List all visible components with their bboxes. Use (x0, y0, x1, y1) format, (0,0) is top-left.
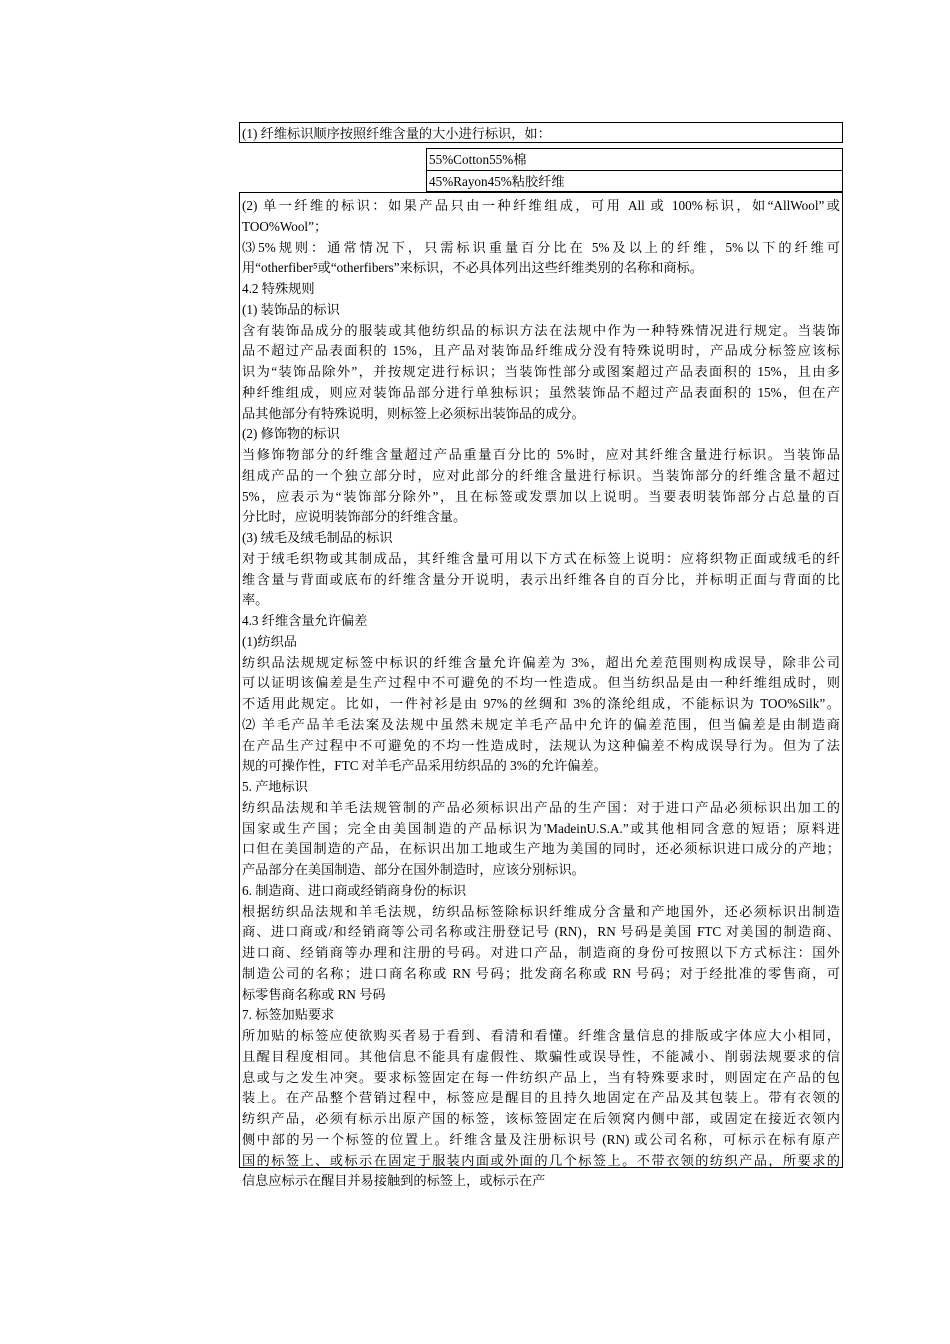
text-line: 装上。在产品整个营销过程中，标签应是醒目的且持久地固定在产品及其包装上。带有衣领的 (242, 1090, 840, 1106)
text-line: 当修饰物部分的纤维含量超过产品重量百分比的 5%时，应对其纤维含量进行标识。当装饰品 (242, 447, 840, 462)
text-line: 制造公司的名称；进口商名称或 RN 号码；批发商名称或 RN 号码；对于经批准的零售商，可 (242, 965, 840, 981)
text-line: 可以证明该偏差是生产过程中不可避免的不均一性造成。但当纺织品是由一种纤维组成时，则 (242, 675, 840, 691)
text-line: 标零售商名称或 RN 号码 (242, 986, 386, 1002)
text-line: 品其他部分有特殊说明，则标签上必须标出装饰品的成分。 (242, 405, 585, 421)
text-line: (2) 单一纤维的标识：如果产品只由一种纤维组成，可用 All 或 100%标识，如“AllWool”或 (242, 198, 840, 213)
example-row-cotton: 55%Cotton55%棉 (429, 152, 527, 167)
text-line: 商、进口商或/和经销商等公司名称或注册登记号 (RN)，RN 号码是美国 FTC 对美国的制造商、 (242, 924, 840, 940)
text-line: 分比时，应说明装饰部分的纤维含量。 (242, 509, 467, 525)
text-line: 纺织产品，必须有标示出原产国的标签，该标签固定在后领窝内侧中部，或固定在接近衣领内 (242, 1111, 840, 1126)
text-line: 进口商、经销商等办理和注册的号码。对进口产品，制造商的身份可按照以下方式标注：国外 (242, 945, 840, 960)
text-line: 产品部分在美国制造、部分在国外制造时，应该分别标识。 (242, 862, 585, 877)
text-line: 维含量与背面或底布的纤维含量分开说明，表示出纤维各自的百分比，并标明正面与背面的比 (242, 571, 840, 587)
text-line: 4.2 特殊规则 (242, 281, 315, 296)
text-line: 识为“装饰品除外”，并按规定进行标识；当装饰性部分或图案超过产品表面积的 15%，且由多 (242, 364, 840, 379)
text-line: 且醒目程度相同。其他信息不能具有虚假性、欺骗性或误导性，不能减小、削弱法规要求的信 (242, 1048, 840, 1064)
text-line: 种纤维组成，则应对装饰品部分进行单独标识；虽然装饰品不超过产品表面积的 15%，但在产 (242, 384, 840, 400)
text-line: 不适用此规定。比如，一件衬衫是由 97%的丝绸和 3%的涤纶组成，不能标识为 TOO%Silk”。 (242, 696, 840, 711)
text-line: 品不超过产品表面积的 15%，且产品对装饰品纤维成分没有特殊说明时，产品成分标签应该标 (242, 343, 840, 359)
text-line: 5%，应表示为“装饰部分除外”，且在标签或发票加以上说明。当要表明装饰部分占总量的百 (242, 488, 840, 504)
text-line: TOO%Wool”； (242, 218, 328, 234)
text-line: 纺织品法规和羊毛法规管制的产品必须标识出产品的生产国：对于进口产品必须标识出加工的 (242, 799, 840, 815)
text-line: 在产品生产过程中不可避免的不均一性造成时，法规认为这种偏差不构成误导行为。但为了法 (242, 737, 840, 753)
text-line: 根据纺织品法规和羊毛法规，纺织品标签除标识纤维成分含量和产地国外，还必须标识出制造 (242, 903, 840, 919)
text-line: 率。 (242, 592, 269, 608)
text-line: 对于绒毛织物或其制成品，其纤维含量可用以下方式在标签上说明：应将织物正面或绒毛的纤 (242, 550, 840, 566)
text-line: 侧中部的另一个标签的位置上。纤维含量及注册标识号 (RN) 或公司名称，可标示在标有原产 (242, 1131, 840, 1147)
text-line: 组成产品的一个独立部分时，应对此部分的纤维含量进行标识。当装饰部分的纤维含量不超过 (242, 467, 840, 483)
text-line: 规的可操作性，FTC 对羊毛产品采用纺织品的 3%的允许偏差。 (242, 758, 607, 774)
text-line: 国的标签上、或标示在固定于服装内面或外面的几个标签上。不带衣领的纺织产品，所要求的 (242, 1152, 840, 1168)
example-row-rayon: 45%Rayon45%粘胶纤维 (429, 174, 565, 189)
text-line: 7. 标签加贴要求 (242, 1007, 335, 1023)
text-line: (1)纺织品 (242, 633, 297, 649)
text-line: 含有装饰品成分的服装或其他纺织品的标识方法在法规中作为一种特殊情况进行规定。当装饰 (242, 322, 840, 338)
text-line: ⑶5%规则：通常情况下，只需标识重量百分比在 5%及以上的纤维，5%以下的纤维可 (242, 239, 840, 255)
text-line: (1) 装饰品的标识 (242, 301, 340, 317)
text-line: 息或与之发生冲突。要求标签固定在每一件纺织产品上，当有特殊要求时，则固定在产品的包 (242, 1069, 840, 1085)
fiber-order-row (239, 122, 843, 143)
text-line: (2) 修饰物的标识 (242, 426, 340, 442)
text-line: 纺织品法规规定标签中标识的纤维含量允许偏差为 3%，超出允差范围则构成误导，除非公司 (242, 654, 840, 670)
text-line: 6. 制造商、进口商或经销商身份的标识 (242, 882, 467, 898)
text-line: 5. 产地标识 (242, 779, 308, 794)
text-line: ⑵ 羊毛产品羊毛法案及法规中虽然未规定羊毛产品中允许的偏差范围，但当偏差是由制造商 (242, 716, 840, 732)
text-line: 信息应标示在醒目并易接触到的标签上，或标示在产 (242, 1173, 546, 1189)
example-table (426, 148, 843, 192)
text-line: 4.3 纤维含量允许偏差 (242, 613, 368, 628)
text-line: 口但在美国制造的产品，在标识出加工地或生产地为美国的同时，还必须标识进口成分的产地； (242, 841, 840, 857)
text-line: 用“otherfiber⁵或“otherfibers”来标识，不必具体列出这些纤维类别的名称和商标。 (242, 260, 703, 276)
text-line: (3) 绒毛及绒毛制品的标识 (242, 530, 393, 545)
main-text-block (239, 192, 843, 1189)
text-line: 国家或生产国；完全由美国制造的产品标识为'MadeinU.S.A.”或其他相同含意的短语；原料进 (242, 820, 840, 836)
fiber-order-text: (1) 纤维标识顺序按照纤维含量的大小进行标识，如： (242, 126, 551, 141)
text-line: 所加贴的标签应使欲购买者易于看到、看清和看懂。纤维含量信息的排版或字体应大小相同， (242, 1028, 840, 1043)
